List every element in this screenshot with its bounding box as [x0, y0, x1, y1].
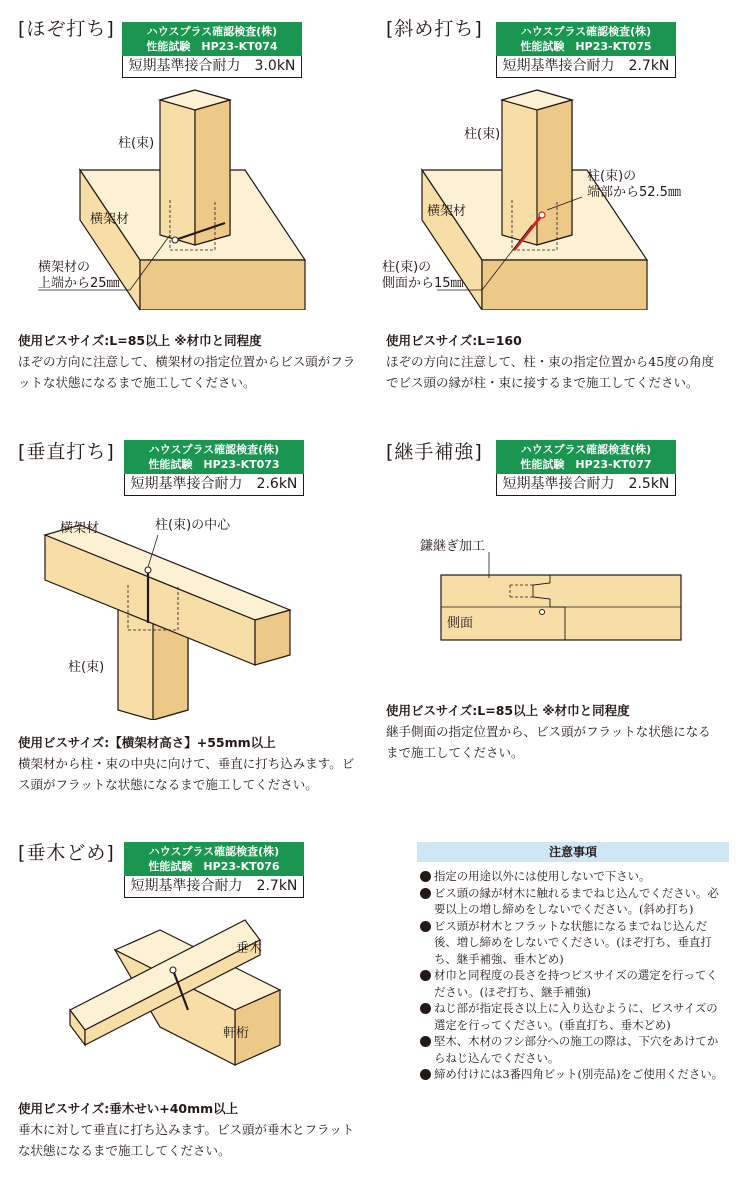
instructions: 継手側面の指定位置から、ビス頭がフラットな状態になるまで施工してください。 [386, 724, 711, 760]
instructions: ほぞの方向に注意して、横架材の指定位置からビス頭がフラットな状態になるまで施工してください。 [18, 354, 356, 390]
bullet-icon [420, 970, 431, 981]
list-item: 堅木、木材のフシ部分への施工の際は、下穴をあけてからねじ込んでください。 [419, 1033, 729, 1066]
badge-strength: 短期基準接合耐力 2.7kN [124, 876, 304, 898]
label-eave: 軒桁 [223, 1026, 250, 1041]
label-post: 柱(束) [464, 127, 501, 142]
notes-title: 注意事項 [417, 842, 729, 862]
badge-strength: 短期基準接合耐力 2.5kN [496, 474, 676, 496]
desc-hozo [18, 330, 358, 393]
label-center: 柱(束)の中心 [155, 518, 231, 533]
list-item: 締め付けには3番四角ビット(別売品)をご使用ください。 [419, 1066, 729, 1083]
label-end-2: 端部から52.5㎜ [587, 185, 681, 200]
badge-test: 性能試験 HP23-KT077 [520, 458, 652, 471]
instructions: ほぞの方向に注意して、柱・束の指定位置から45度の角度でビス頭の縁が柱・束に接するまで施工してください。 [386, 354, 715, 390]
badge-header [496, 440, 676, 474]
test-badge [496, 22, 676, 78]
section-title: [垂直打ち] [18, 441, 115, 463]
notes-panel [417, 842, 729, 1083]
desc-tsugite [386, 700, 722, 763]
label-pos-1: 横架材の [38, 260, 91, 275]
label-end-1: 柱(束)の [587, 169, 637, 184]
label-post: 柱(束) [118, 136, 155, 151]
label-beam: 横架材 [60, 521, 100, 536]
badge-test: 性能試験 HP23-KT076 [148, 860, 280, 873]
test-badge [124, 440, 304, 496]
label-side-1: 柱(束)の [382, 260, 432, 275]
figure-tsugite [415, 530, 715, 645]
badge-strength: 短期基準接合耐力 2.7kN [496, 56, 676, 78]
test-badge [122, 22, 302, 78]
badge-org: ハウスプラス確認検査(株) [520, 443, 652, 456]
section-title: [斜め打ち] [386, 18, 483, 40]
badge-header [124, 842, 304, 876]
screw [540, 610, 545, 615]
badge-test: 性能試験 HP23-KT074 [146, 40, 278, 53]
section-title: [継手補強] [386, 441, 483, 463]
label-beam: 横架材 [90, 212, 130, 227]
label-rafter: 垂木 [236, 941, 263, 956]
instructions: 横架材から柱・束の中央に向けて、垂直に打ち込みます。ビス頭がフラットな状態になるまで施工してください。 [18, 756, 355, 792]
bullet-icon [420, 888, 431, 899]
label-side: 側面 [447, 616, 474, 631]
screw-size: 使用ビスサイズ:L=160 [386, 333, 522, 348]
label-post: 柱(束) [68, 660, 105, 675]
bullet-icon [420, 1036, 431, 1047]
bullet-icon [420, 1069, 431, 1080]
figure-hozo [20, 85, 350, 310]
test-badge [124, 842, 304, 898]
badge-test: 性能試験 HP23-KT075 [520, 40, 652, 53]
badge-header [122, 22, 302, 56]
badge-org: ハウスプラス確認検査(株) [148, 845, 280, 858]
figure-suichoku [20, 505, 350, 720]
list-item: 指定の用途以外には使用しないで下さい。 [419, 868, 729, 885]
desc-suichoku [18, 732, 358, 795]
badge-test: 性能試験 HP23-KT073 [148, 458, 280, 471]
badge-header [496, 22, 676, 56]
badge-strength: 短期基準接合耐力 2.6kN [124, 474, 304, 496]
label-pos-2: 上端から25㎜ [38, 276, 120, 291]
desc-naname [386, 330, 722, 393]
list-item: ねじ部が指定長さ以上に入り込むように、ビスサイズの選定を行ってください。(垂直打ち、垂木どめ) [419, 1000, 729, 1033]
figure-taruki [40, 910, 340, 1085]
label-beam: 横架材 [427, 204, 467, 219]
badge-org: ハウスプラス確認検査(株) [148, 443, 280, 456]
badge-org: ハウスプラス確認検査(株) [520, 25, 652, 38]
section-title: [垂木どめ] [18, 842, 115, 864]
label-joint: 鎌継ぎ加工 [420, 539, 486, 554]
beam-side-face [140, 260, 305, 310]
figure-naname [382, 85, 722, 310]
badge-header [124, 440, 304, 474]
list-item: ビス頭が材木とフラットな状態になるまでねじ込んだ後、増し締めをしないでください。(ほぞ打ち、垂直打ち、継手補強、垂木どめ) [419, 918, 729, 968]
bullet-icon [420, 1003, 431, 1014]
label-side-2: 側面から15㎜ [382, 276, 464, 291]
section-title: [ほぞ打ち] [18, 18, 115, 40]
badge-org: ハウスプラス確認検査(株) [146, 25, 278, 38]
bullet-icon [420, 871, 431, 882]
screw-size: 使用ビスサイズ:垂木せい+40mm以上 [18, 1101, 239, 1116]
screw-size: 使用ビスサイズ:L=85以上 ※材巾と同程度 [18, 333, 262, 348]
badge-strength: 短期基準接合耐力 3.0kN [122, 56, 302, 78]
screw-size: 使用ビスサイズ:L=85以上 ※材巾と同程度 [386, 703, 630, 718]
test-badge [496, 440, 676, 496]
list-item: 材巾と同程度の長さを持つビスサイズの選定を行ってください。(ほぞ打ち、継手補強) [419, 967, 729, 1000]
desc-taruki [18, 1098, 358, 1161]
screw-size: 使用ビスサイズ:【横架材高さ】+55mm以上 [18, 735, 276, 750]
list-item: ビス頭の縁が材木に触れるまでねじ込んでください。必要以上の増し締めをしないでください。(斜め打ち) [419, 885, 729, 918]
bullet-icon [420, 921, 431, 932]
notes-list [417, 868, 729, 1083]
instructions: 垂木に対して垂直に打ち込みます。ビス頭が垂木とフラットな状態になるまで施工してください。 [18, 1122, 355, 1158]
